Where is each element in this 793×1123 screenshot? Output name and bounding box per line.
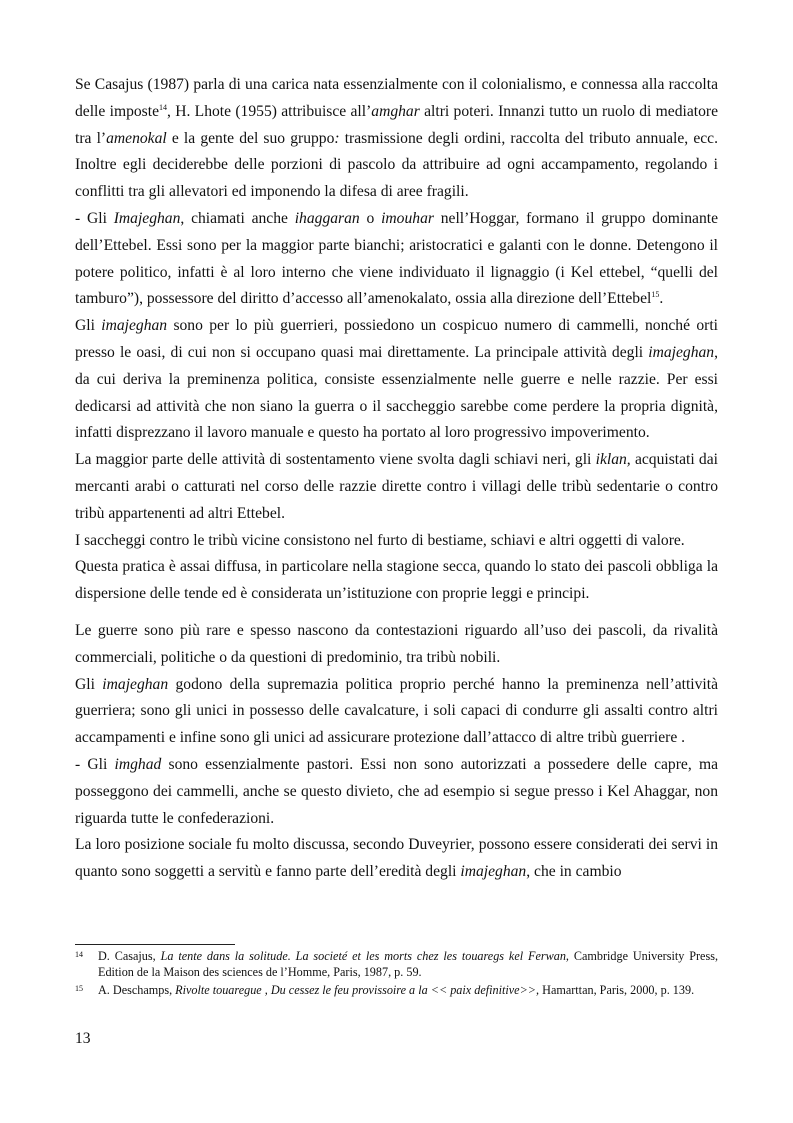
footnote xyxy=(75,948,718,980)
text-run: altri poteri. Innanzi tutto un ruolo di mediatore tra l’ xyxy=(75,102,718,147)
italic-text: , xyxy=(333,317,338,335)
italic-text: : xyxy=(334,129,340,147)
text-run: Gli xyxy=(75,317,102,335)
italic-text: amghar xyxy=(371,102,420,120)
paragraph-p9 xyxy=(75,752,718,832)
paragraph-p8 xyxy=(75,672,718,752)
text-run: Le guerre sono più rare e spesso nascono da contestazioni riguardo all’uso dei pascoli, da rivalità commerciali, politiche o da questioni di predominio, tra tribù nobili. xyxy=(75,621,718,666)
text-run: - Gli xyxy=(75,209,114,227)
footnote-text xyxy=(98,982,718,998)
italic-text: Rivolte touaregue , Du cessez le feu provissoire a la << paix definitive>>, xyxy=(175,983,540,997)
footnote-separator xyxy=(75,944,235,945)
footnote-reference: 14 xyxy=(159,102,167,112)
paragraph-gap xyxy=(75,608,718,618)
text-run: nell’Hoggar, formano il gruppo dominante dell’Ettebel. Essi sono per la maggior parte bianchi; aristocratici e galanti con le donne. Detengono il potere politico, infatti è al loro interno che viene individuato il lignaggio (i Kel ettebel, “quelli del tamburo”), possessore del diritto d’accesso all’amenokalato, ossia alla direzione dell’Ettebel xyxy=(75,209,718,308)
italic-text: imajeghan xyxy=(101,317,168,335)
page-number: 13 xyxy=(75,1030,91,1047)
text-run: sono essenzialmente pastori. Essi non sono autorizzati a possedere delle capre, ma posseggono dei cammelli, anche se questo divieto, che ad esempio si segue presso i Kel Ahaggar, non riguarda tutte le confederazioni. xyxy=(75,755,718,827)
text-run: . xyxy=(659,290,664,308)
text-run: godono della supremazia politica proprio perché hanno la preminenza nell’attività guerriera; sono gli unici in possesso delle cavalcature, i soli capaci di condurre gli assalti contro altri accampamenti e infine sono gli unici ad assicurare protezione dall’attacco di altre tribù guerriere . xyxy=(75,675,719,747)
paragraph-p3 xyxy=(75,313,718,447)
text-run: , che in cambio xyxy=(526,863,622,881)
paragraph-p4 xyxy=(75,447,718,527)
italic-text: ihaggaran xyxy=(294,209,360,227)
text-run: La maggior parte delle attività di sostentamento viene svolta dagli schiavi neri, gli xyxy=(75,451,596,469)
paragraph-p6 xyxy=(75,554,718,608)
body-text xyxy=(75,72,718,886)
text-run: Se Casajus (1987) parla di una carica nata essenzialmente con il colonialismo, e connessa alla raccolta delle imposte xyxy=(75,76,718,120)
paragraph-p10 xyxy=(75,832,718,886)
italic-text: imajeghan xyxy=(460,863,527,881)
footnote-text xyxy=(98,948,718,980)
italic-text: imajeghan xyxy=(102,675,169,693)
italic-text: La tente dans la solitude. La societé et les morts chez les touaregs kel Ferwan, xyxy=(160,949,569,963)
text-run: Hamarttan, Paris, 2000, p. 139. xyxy=(539,983,695,997)
italic-text: Imajeghan xyxy=(113,209,181,227)
text-run: Cambridge University Press, Edition de la Maison des sciences de l’Homme, Paris, 1987, p. 59. xyxy=(98,949,718,979)
footnotes xyxy=(75,948,718,1000)
text-run: Gli xyxy=(75,675,103,693)
italic-text: imouhar xyxy=(381,209,434,227)
text-run: acquistati dai mercanti arabi o catturati nel corso delle razzie dirette contro i villagi delle tribù sedentarie o contro tribù appartenenti ad altri Ettebel. xyxy=(75,451,718,522)
text-run: La loro posizione sociale fu molto discussa, secondo Duveyrier, possono essere considerati dei servi in quanto sono soggetti a servitù e fanno parte dell’eredità degli xyxy=(75,836,718,881)
text-run: D. Casajus, xyxy=(98,949,161,963)
footnote xyxy=(75,982,718,998)
text-run: Questa pratica è assai diffusa, in particolare nella stagione secca, quando lo stato dei pascoli obbliga la dispersione delle tende ed è considerata un’istituzione con proprie leggi e principi. xyxy=(75,558,718,603)
text-run: , da cui deriva la preminenza politica, consiste essenzialmente nelle guerre e nelle razzie. Per essi dedicarsi ad attività che non siano la guerra o il saccheggio sarebbe come perdere la propria dignità, infatti disprezzano il lavoro manuale e questo ha portato al loro progressivo impoverimento. xyxy=(75,343,718,442)
italic-text: imghad xyxy=(114,755,162,773)
text-run: possiedono un cospicuo numero di cammelli, nonché orti presso le oasi, di cui non si occupano quasi mai direttamente. La principale attività degli xyxy=(75,317,718,361)
paragraph-p5 xyxy=(75,528,718,555)
paragraph-p1 xyxy=(75,72,718,206)
text-run: o xyxy=(359,209,382,227)
text-run: sono per lo più guerrieri xyxy=(167,317,334,335)
text-run: A. Deschamps, xyxy=(98,983,176,997)
text-run: e la gente del suo gruppo xyxy=(166,129,335,147)
footnote-number: 15 xyxy=(75,984,83,993)
text-run: , chiamati anche xyxy=(180,209,295,227)
text-run: - Gli xyxy=(75,755,115,773)
italic-text: amenokal xyxy=(106,129,167,147)
paragraph-p7 xyxy=(75,618,718,672)
text-run: , H. Lhote (1955) attribuisce all’ xyxy=(167,102,372,120)
footnote-number: 14 xyxy=(75,950,83,959)
text-run: trasmissione degli ordini, raccolta del tributo annuale, ecc. Inoltre egli deciderebbe delle porzioni di pascolo da attribuire ad ogni accampamento, regolando i conflitti tra gli allevatori ed imponendo la difesa di aree fragili. xyxy=(75,129,718,201)
footnote-reference: 15 xyxy=(651,290,660,300)
text-run: I saccheggi contro le tribù vicine consistono nel furto di bestiame, schiavi e altri oggetti di valore. xyxy=(75,531,685,549)
italic-text: imajeghan xyxy=(648,343,715,361)
italic-text: iklan, xyxy=(595,451,631,469)
paragraph-p2 xyxy=(75,206,718,313)
